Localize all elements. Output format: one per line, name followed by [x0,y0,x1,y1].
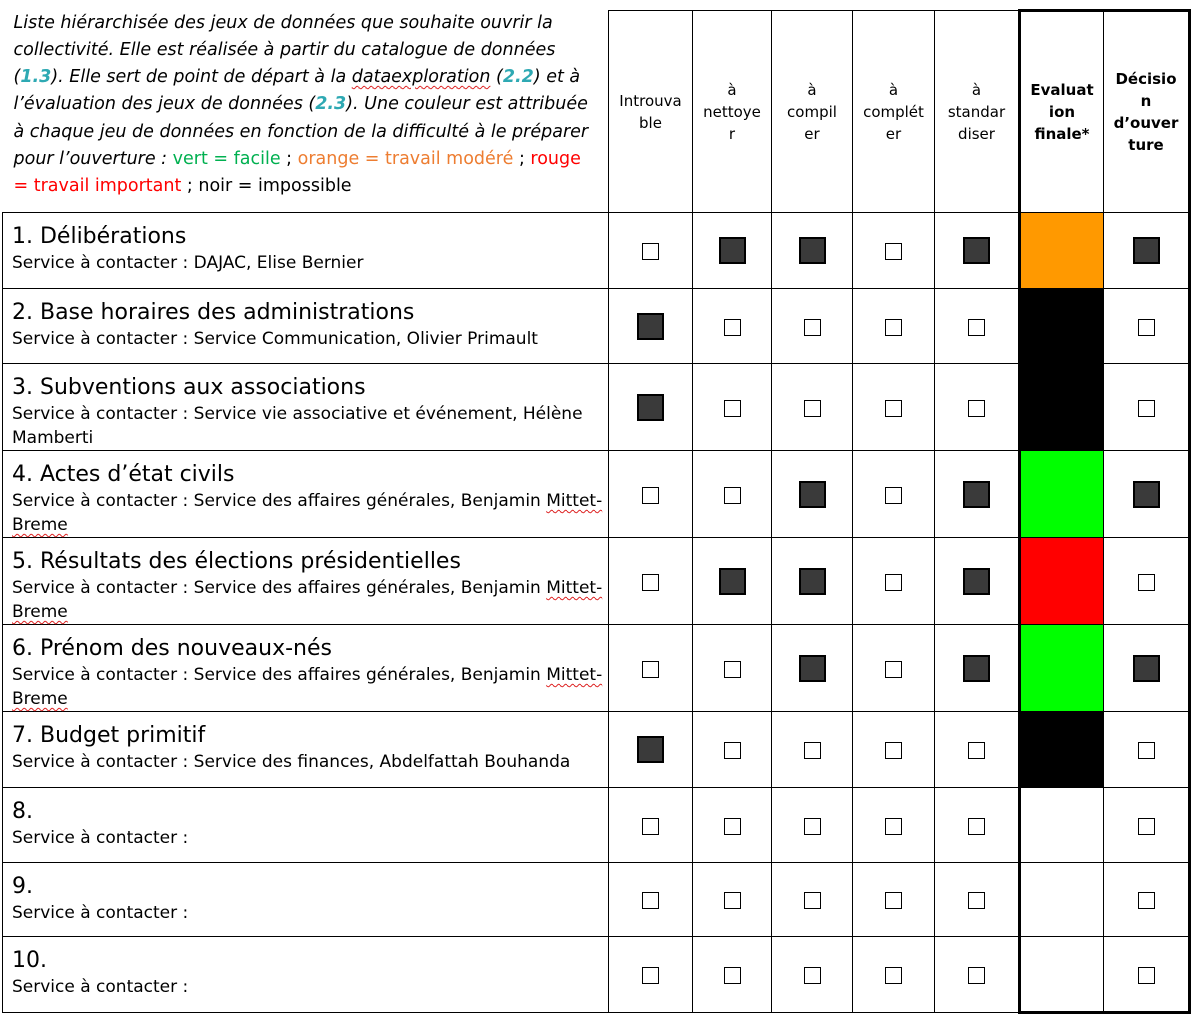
checkbox-standardiser-unchecked[interactable] [968,400,985,417]
cell-compiler [772,712,853,788]
checkbox-nettoyer-unchecked[interactable] [724,400,741,417]
dataset-cell [3,289,609,364]
col-introuvable [609,11,693,213]
dataset-cell [3,937,609,1013]
checkbox-nettoyer-unchecked[interactable] [724,818,741,835]
checkbox-compiler-checked[interactable] [799,237,826,264]
cell-standardiser [935,863,1020,937]
intro-segment: ; [513,148,531,169]
checkbox-introuvable-unchecked[interactable] [642,574,659,591]
col-evaluation-finale [1020,11,1104,213]
cell-decision [1104,712,1190,788]
checkbox-introuvable-unchecked[interactable] [642,487,659,504]
checkbox-nettoyer-unchecked[interactable] [724,742,741,759]
cell-introuvable [609,364,693,451]
cell-completer [853,213,935,289]
table-row [3,289,1190,364]
table-row [3,364,1190,451]
checkbox-nettoyer-unchecked[interactable] [724,487,741,504]
cell-decision [1104,538,1190,625]
checkbox-introuvable-unchecked[interactable] [642,818,659,835]
cell-standardiser [935,213,1020,289]
cell-nettoyer [693,451,772,538]
cell-compiler [772,788,853,863]
checkbox-decision-checked[interactable] [1133,655,1160,682]
evaluation-green [1020,451,1104,538]
intro-segment: ) et à l’évaluation des jeux de données ( [13,67,581,115]
evaluation-orange [1020,213,1104,289]
dataset-title: 1. Délibérations [12,224,187,249]
intro-segment: dataexploration [351,67,491,88]
cell-introuvable [609,538,693,625]
datasets-table [2,9,1191,1014]
contact-text: Service à contacter : [12,903,189,923]
column-label: à compil er [787,80,837,143]
checkbox-introuvable-unchecked[interactable] [642,661,659,678]
cell-compiler [772,451,853,538]
table-row [3,788,1190,863]
intro-segment: Liste hiérarchisée des jeux de données que souhaite ouvrir la collectivité. Elle est réalisée à partir du catalogue de données ( [13,12,556,88]
cell-standardiser [935,538,1020,625]
dataset-cell [3,712,609,788]
intro-segment: ; noir = impossible [181,176,352,197]
dataset-contact [12,576,608,624]
contact-text: Service à contacter : Service des finances, Abdelfattah Bouhanda [12,752,571,772]
cell-nettoyer [693,937,772,1013]
dataset-contact [12,327,608,351]
cell-compiler [772,625,853,712]
checkbox-completer-unchecked[interactable] [885,400,902,417]
evaluation-black [1020,712,1104,788]
dataset-contact [12,826,608,850]
cell-introuvable [609,712,693,788]
checkbox-compiler-unchecked[interactable] [804,319,821,336]
checkbox-completer-unchecked[interactable] [885,243,902,260]
intro-text [3,11,609,213]
cell-completer [853,863,935,937]
checkbox-standardiser-unchecked[interactable] [968,892,985,909]
cell-nettoyer [693,788,772,863]
checkbox-compiler-unchecked[interactable] [804,892,821,909]
checkbox-standardiser-unchecked[interactable] [968,319,985,336]
cell-decision [1104,364,1190,451]
cell-standardiser [935,788,1020,863]
checkbox-standardiser-unchecked[interactable] [968,967,985,984]
checkbox-standardiser-unchecked[interactable] [968,742,985,759]
cell-standardiser [935,937,1020,1013]
cell-completer [853,289,935,364]
checkbox-standardiser-checked[interactable] [963,481,990,508]
intro-segment: vert = facile [172,148,281,169]
checkbox-completer-unchecked[interactable] [885,574,902,591]
dataset-title: 10. [12,948,47,973]
evaluation-none [1020,788,1104,863]
cell-completer [853,788,935,863]
cell-completer [853,364,935,451]
evaluation-black [1020,289,1104,364]
cell-introuvable [609,788,693,863]
column-label: Introuva ble [619,91,682,132]
evaluation-green [1020,625,1104,712]
column-label: à complét er [863,80,924,143]
checkbox-compiler-checked[interactable] [799,568,826,595]
cell-nettoyer [693,712,772,788]
cell-nettoyer [693,213,772,289]
column-label: Evaluat ion finale* [1030,81,1094,143]
checkbox-nettoyer-unchecked[interactable] [724,661,741,678]
dataset-title: 9. [12,874,33,899]
dataset-cell [3,213,609,289]
intro-segment: ). Elle sert de point de départ à la [51,67,352,88]
checkbox-decision-unchecked[interactable] [1138,818,1155,835]
checkbox-standardiser-checked[interactable] [963,237,990,264]
checkbox-standardiser-checked[interactable] [963,655,990,682]
intro-segment: rouge = travail important [13,148,581,197]
checkbox-introuvable-unchecked[interactable] [642,243,659,260]
checkbox-nettoyer-checked[interactable] [719,237,746,264]
checkbox-introuvable-checked[interactable] [637,313,664,340]
cell-introuvable [609,289,693,364]
cell-completer [853,451,935,538]
cell-decision [1104,863,1190,937]
cell-standardiser [935,712,1020,788]
dataset-title: 7. Budget primitif [12,723,206,748]
cell-introuvable [609,937,693,1013]
checkbox-decision-unchecked[interactable] [1138,574,1155,591]
dataset-cell [3,788,609,863]
checkbox-introuvable-unchecked[interactable] [642,892,659,909]
dataset-contact [12,750,608,774]
cell-nettoyer [693,863,772,937]
dataset-title: 5. Résultats des élections présidentielles [12,549,461,574]
cell-standardiser [935,451,1020,538]
checkbox-decision-unchecked[interactable] [1138,742,1155,759]
contact-text: Service à contacter : Service des affaires générales, Benjamin [12,578,547,598]
dataset-contact [12,251,608,275]
checkbox-nettoyer-unchecked[interactable] [724,892,741,909]
intro-segment: ( [490,67,503,88]
checkbox-completer-unchecked[interactable] [885,892,902,909]
contact-text: Service à contacter : Service Communication, Olivier Primault [12,329,538,349]
contact-name-spellcheck: Mittet-Breme [12,578,603,622]
cell-compiler [772,937,853,1013]
cell-completer [853,625,935,712]
checkbox-completer-unchecked[interactable] [885,661,902,678]
checkbox-decision-checked[interactable] [1133,481,1160,508]
checkbox-decision-unchecked[interactable] [1138,892,1155,909]
checkbox-completer-unchecked[interactable] [885,319,902,336]
column-label: Décisio n d’ouver ture [1113,70,1179,154]
dataset-cell [3,863,609,937]
table-row [3,213,1190,289]
table-row [3,937,1190,1013]
cell-standardiser [935,289,1020,364]
checkbox-nettoyer-unchecked[interactable] [724,967,741,984]
col-compiler [772,11,853,213]
evaluation-black [1020,364,1104,451]
contact-text: Service à contacter : Service vie associative et événement, Hélène Mamberti [12,404,583,448]
cell-nettoyer [693,289,772,364]
contact-name-spellcheck: Mittet-Breme [12,665,603,709]
contact-text: Service à contacter : Service des affaires générales, Benjamin [12,491,547,511]
cell-nettoyer [693,364,772,451]
col-decision-ouverture [1104,11,1190,213]
evaluation-none [1020,937,1104,1013]
col-standardiser [935,11,1020,213]
table-row [3,538,1190,625]
checkbox-completer-unchecked[interactable] [885,487,902,504]
cell-decision [1104,213,1190,289]
header-row [3,11,1190,213]
contact-text: Service à contacter : Service des affaires générales, Benjamin [12,665,547,685]
cell-decision [1104,451,1190,538]
intro-segment: ). Une couleur est attribuée à chaque jeu de données en fonction de la difficulté à le préparer pour l’ouverture : [13,94,589,169]
checkbox-introuvable-checked[interactable] [637,736,664,763]
checkbox-compiler-unchecked[interactable] [804,967,821,984]
checkbox-decision-unchecked[interactable] [1138,319,1155,336]
checkbox-compiler-unchecked[interactable] [804,818,821,835]
contact-name-spellcheck: Mittet-Breme [12,491,603,535]
evaluation-red [1020,538,1104,625]
dataset-contact [12,402,608,450]
checkbox-introuvable-unchecked[interactable] [642,967,659,984]
cell-standardiser [935,625,1020,712]
checkbox-compiler-checked[interactable] [799,481,826,508]
table-row [3,863,1190,937]
cell-introuvable [609,863,693,937]
contact-text: Service à contacter : [12,977,189,997]
cell-decision [1104,625,1190,712]
dataset-cell [3,364,609,451]
cell-standardiser [935,364,1020,451]
table-row [3,712,1190,788]
dataset-cell [3,538,609,625]
checkbox-completer-unchecked[interactable] [885,818,902,835]
cell-completer [853,712,935,788]
cell-introuvable [609,213,693,289]
checkbox-compiler-unchecked[interactable] [804,742,821,759]
checkbox-introuvable-checked[interactable] [637,394,664,421]
cell-compiler [772,213,853,289]
checkbox-nettoyer-unchecked[interactable] [724,319,741,336]
column-label: à nettoye r [703,80,761,143]
intro-segment: orange = travail modéré [297,148,514,169]
checkbox-compiler-checked[interactable] [799,655,826,682]
cell-completer [853,937,935,1013]
intro-segment: ; [280,148,298,169]
cell-completer [853,538,935,625]
checkbox-standardiser-unchecked[interactable] [968,818,985,835]
cell-compiler [772,863,853,937]
cell-decision [1104,937,1190,1013]
cell-introuvable [609,625,693,712]
col-completer [853,11,935,213]
cell-decision [1104,289,1190,364]
cell-decision [1104,788,1190,863]
cell-compiler [772,538,853,625]
intro-segment: 1.3 [20,67,52,88]
checkbox-decision-checked[interactable] [1133,237,1160,264]
dataset-title: 4. Actes d’état civils [12,462,235,487]
column-label: à standar diser [947,80,1006,143]
dataset-title: 3. Subventions aux associations [12,375,366,400]
dataset-title: 6. Prénom des nouveaux-nés [12,636,332,661]
contact-text: Service à contacter : DAJAC, Elise Bernier [12,253,364,273]
checkbox-standardiser-checked[interactable] [963,568,990,595]
table-row [3,451,1190,538]
dataset-title: 2. Base horaires des administrations [12,300,415,325]
checkbox-completer-unchecked[interactable] [885,967,902,984]
dataset-cell [3,625,609,712]
intro-segment: 2.2 [502,67,534,88]
dataset-contact [12,489,608,537]
cell-nettoyer [693,538,772,625]
dataset-contact [12,663,608,711]
cell-nettoyer [693,625,772,712]
table-row [3,625,1190,712]
contact-text: Service à contacter : [12,828,189,848]
cell-introuvable [609,451,693,538]
checkbox-completer-unchecked[interactable] [885,742,902,759]
checkbox-decision-unchecked[interactable] [1138,400,1155,417]
checkbox-compiler-unchecked[interactable] [804,400,821,417]
dataset-cell [3,451,609,538]
dataset-contact [12,975,608,999]
checkbox-nettoyer-checked[interactable] [719,568,746,595]
cell-compiler [772,289,853,364]
col-nettoyer [693,11,772,213]
evaluation-none [1020,863,1104,937]
checkbox-decision-unchecked[interactable] [1138,967,1155,984]
dataset-title: 8. [12,799,33,824]
intro-segment: 2.3 [315,94,347,115]
cell-compiler [772,364,853,451]
dataset-contact [12,901,608,925]
